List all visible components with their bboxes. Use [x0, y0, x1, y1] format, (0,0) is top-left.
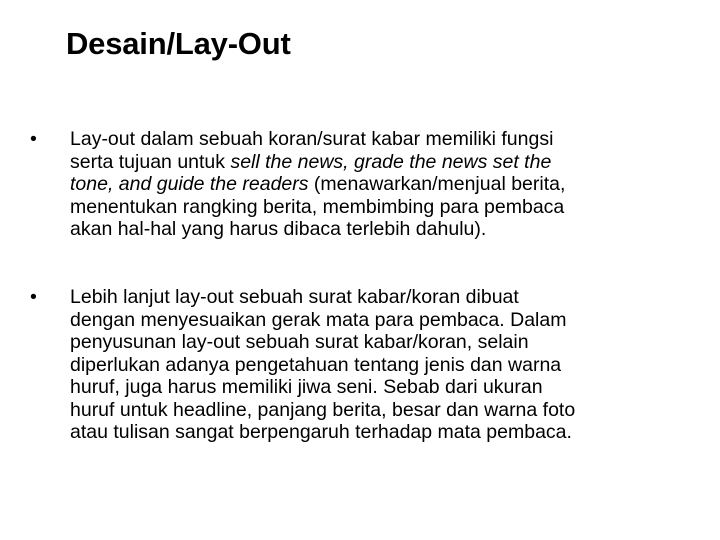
italic-text-run: sell the news, grade the news set the: [230, 150, 552, 173]
text-run: huruf untuk headline, panjang berita, besar dan warna foto: [70, 398, 576, 421]
bullet-line: [70, 286, 690, 309]
text-run: (menawarkan/menjual berita,: [308, 173, 566, 195]
bullet-line: [70, 196, 690, 219]
text-run: menentukan rangking berita, membimbing para pembaca: [70, 195, 565, 218]
bullet-text: [70, 128, 690, 241]
bullet-line: [70, 376, 690, 399]
text-run: Lay-out dalam sebuah koran/surat kabar memiliki fungsi: [70, 128, 554, 150]
bullet-line: [70, 151, 690, 174]
bullet-line: [70, 128, 690, 151]
italic-text-run: tone, and guide the readers: [70, 173, 309, 195]
bullet-line: [70, 309, 690, 332]
text-run: akan hal-hal yang harus dibaca terlebih dahulu).: [70, 218, 487, 240]
bullet-marker: •: [30, 128, 37, 150]
bullet-line: [70, 173, 690, 196]
text-run: huruf, juga harus memiliki jiwa seni. Sebab dari ukuran: [70, 376, 543, 398]
bullet-line: [70, 354, 690, 377]
bullet-item: [30, 286, 690, 444]
text-run: serta tujuan untuk: [70, 150, 231, 173]
text-run: penyusunan lay-out sebuah surat kabar/koran, selain: [70, 331, 529, 353]
bullet-line: [70, 218, 690, 241]
bullet-line: [70, 399, 690, 422]
bullet-line: [70, 331, 690, 354]
slide-title: Desain/Lay-Out: [66, 26, 291, 61]
bullet-text: [70, 286, 690, 444]
bullet-marker: •: [30, 286, 37, 308]
text-run: diperlukan adanya pengetahuan tentang jenis dan warna: [70, 353, 562, 376]
text-run: dengan menyesuaikan gerak mata para pembaca. Dalam: [70, 308, 567, 331]
text-run: atau tulisan sangat berpengaruh terhadap mata pembaca.: [70, 421, 572, 443]
bullet-item: [30, 128, 690, 241]
text-run: Lebih lanjut lay-out sebuah surat kabar/koran dibuat: [70, 286, 519, 308]
bullet-line: [70, 421, 690, 444]
